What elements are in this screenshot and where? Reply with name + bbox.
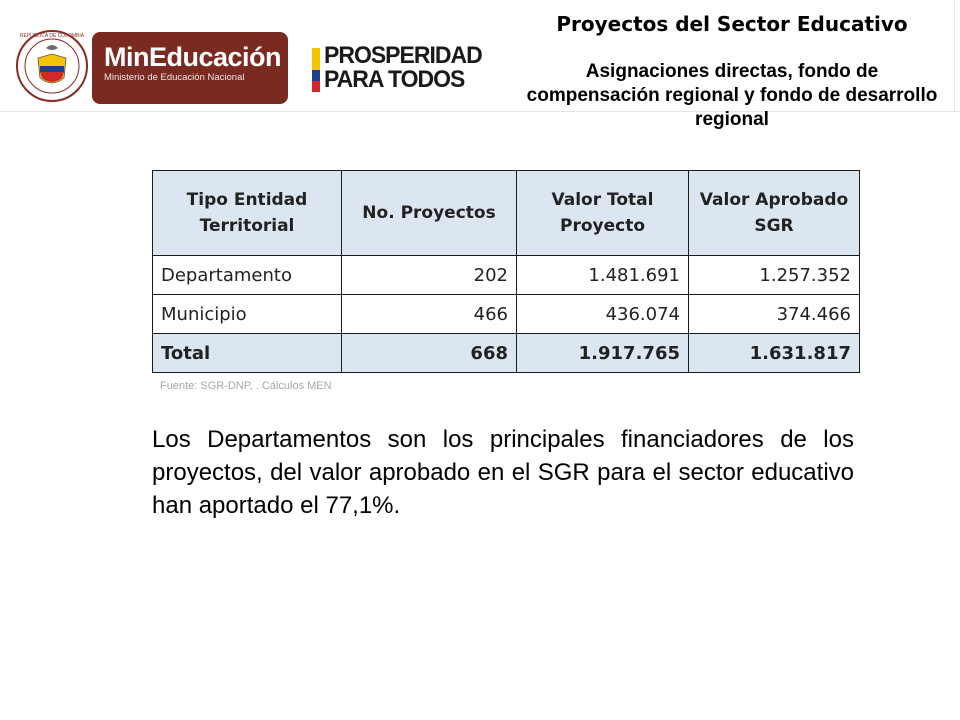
cell-entity: Municipio xyxy=(153,295,342,334)
table-header-row xyxy=(153,171,860,256)
table-row xyxy=(153,256,860,295)
campaign-logo-line2: PARA TODOS xyxy=(324,64,465,93)
campaign-logo-line1: PROSPERIDAD xyxy=(324,40,482,69)
header-tipo-entidad: Tipo Entidad Territorial xyxy=(153,171,342,256)
body-paragraph: Los Departamentos son los principales financiadores de los proyectos, del valor aprobado en el SGR para el sector educativo han aportado el 77,1%. xyxy=(152,426,854,519)
page-subtitle: Asignaciones directas, fondo de compensación regional y fondo de desarrollo regional xyxy=(526,61,938,130)
header-divider-vertical xyxy=(954,0,955,112)
cell-projects: 466 xyxy=(342,295,517,334)
prosperidad-logo xyxy=(312,40,492,94)
seal-text: REPÚBLICA DE COLOMBIA xyxy=(19,33,85,39)
header-valor-aprobado: Valor Aprobado SGR xyxy=(689,171,860,256)
cell-projects: 202 xyxy=(342,256,517,295)
table-row xyxy=(153,295,860,334)
cell-total-total-value: 1.917.765 xyxy=(517,334,689,373)
mineducacion-logo xyxy=(92,32,288,104)
page-title: Proyectos del Sector Educativo xyxy=(556,12,908,36)
cell-approved-value: 374.466 xyxy=(689,295,860,334)
header-no-proyectos: No. Proyectos xyxy=(342,171,517,256)
header-valor-total: Valor Total Proyecto xyxy=(517,171,689,256)
projects-table xyxy=(152,170,860,373)
colombia-seal-logo xyxy=(16,28,88,104)
cell-approved-value: 1.257.352 xyxy=(689,256,860,295)
cell-entity: Departamento xyxy=(153,256,342,295)
ministry-logo-subtitle: Ministerio de Educación Nacional xyxy=(104,72,245,83)
table-total-row xyxy=(153,334,860,373)
cell-total-label: Total xyxy=(153,334,342,373)
cell-total-approved-value: 1.631.817 xyxy=(689,334,860,373)
ministry-logo-title: MinEducación xyxy=(104,42,282,72)
cell-total-value: 436.074 xyxy=(517,295,689,334)
cell-total-value: 1.481.691 xyxy=(517,256,689,295)
cell-total-projects: 668 xyxy=(342,334,517,373)
source-note: Fuente: SGR-DNP, . Cálculos MEN xyxy=(160,380,332,392)
colombia-flag-icon xyxy=(312,48,320,92)
